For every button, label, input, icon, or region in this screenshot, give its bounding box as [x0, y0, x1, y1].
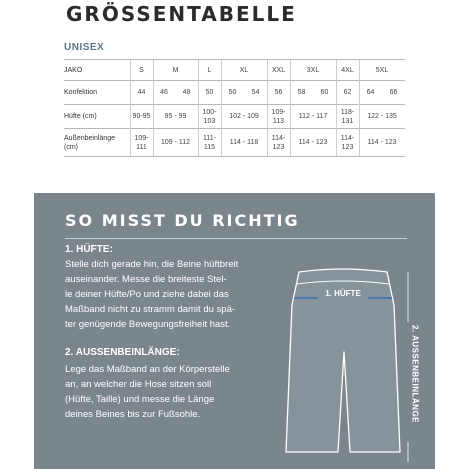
- text-huefte: [65, 257, 287, 332]
- text-line: deines Beines bis zur Fußsohle.: [65, 409, 201, 420]
- row-label-konfektion: Konfektion: [64, 89, 98, 96]
- size-m: M: [172, 66, 179, 74]
- table-cell: 50: [205, 89, 214, 96]
- text-line: an, an welcher die Hose sitzen soll: [65, 379, 212, 390]
- huefte-tag: 1. HÜFTE: [325, 289, 361, 298]
- table-cell: 95 - 99: [164, 113, 187, 120]
- table-cell: 122 - 135: [367, 113, 397, 120]
- table-cell: 44: [137, 89, 146, 96]
- size-3xl: 3XL: [306, 66, 320, 74]
- text-line: Lege das Maßband an der Körperstelle: [65, 364, 230, 375]
- size-4xl: 4XL: [341, 66, 354, 74]
- table-cell: 48: [182, 89, 191, 96]
- row-label-huefte: Hüfte (cm): [64, 113, 97, 120]
- page-title: GRÖSSENTABELLE: [66, 2, 297, 26]
- table-cell: 54: [251, 89, 260, 96]
- text-line: Stelle dich gerade hin, die Beine hüftbreit: [65, 259, 239, 270]
- table-header-jako: JAKO: [64, 66, 83, 74]
- table-cell: 58: [297, 89, 306, 96]
- table-cell: 66: [389, 89, 398, 96]
- heading-aussenbeinlaenge: 2. AUSSENBEINLÄNGE:: [65, 347, 180, 358]
- table-cell: 114 - 123: [298, 139, 328, 146]
- text-line: (Hüfte, Taille) und messe die Länge: [65, 394, 215, 405]
- text-aussenbeinlaenge: [65, 362, 287, 422]
- table-cell: 50: [228, 89, 237, 96]
- size-5xl: 5XL: [375, 66, 389, 74]
- text-line: le deiner Hüfte/Po und ziehe dabei das: [65, 289, 229, 300]
- table-cell: 60: [320, 89, 329, 96]
- heading-huefte: 1. HÜFTE:: [65, 244, 113, 255]
- table-cell: 109-111: [134, 134, 149, 151]
- panel-divider: [65, 238, 407, 239]
- aussen-tag-wrap: [409, 279, 421, 469]
- table-cell: 62: [343, 89, 352, 96]
- text-line: auseinander. Messe die breiteste Stel-: [65, 274, 227, 285]
- size-xxl: XXL: [271, 66, 286, 74]
- aussen-tag: 2. AUSSENBEINLÄNGE: [410, 324, 420, 424]
- row-label-aussenbeinlaenge: Außenbeinlänge (cm): [64, 134, 115, 151]
- size-xl: XL: [239, 66, 249, 74]
- table-cell: 111-115: [203, 134, 216, 151]
- text-line: ter genügende Bewegungsfreiheit hast.: [65, 319, 231, 330]
- table-cell: 109-113: [271, 108, 286, 125]
- table-cell: 100-103: [202, 108, 217, 125]
- table-cell: 109 - 112: [160, 139, 191, 146]
- panel-title: SO MISST DU RICHTIG: [65, 211, 300, 230]
- text-line: Maßband nicht zu stramm damit du spä-: [65, 304, 236, 315]
- table-cell: 102 - 109: [229, 113, 259, 120]
- table-cell: 118-131: [340, 108, 355, 125]
- table-cell: 46: [160, 89, 168, 96]
- table-cell: 114 - 123: [367, 139, 397, 146]
- table-cell: 114 - 118: [229, 139, 259, 146]
- shorts-illustration: [282, 262, 412, 469]
- table-rule: [64, 156, 405, 157]
- unisex-label: UNISEX: [64, 42, 105, 53]
- table-cell: 112 - 117: [298, 113, 328, 120]
- table-cell: 90-95: [132, 113, 151, 120]
- table-cell: 114-123: [340, 134, 355, 151]
- table-cell: 56: [274, 89, 283, 96]
- size-l: L: [207, 66, 212, 74]
- size-s: S: [139, 66, 144, 74]
- table-cell: 114-123: [271, 134, 286, 151]
- table-cell: 64: [366, 89, 375, 96]
